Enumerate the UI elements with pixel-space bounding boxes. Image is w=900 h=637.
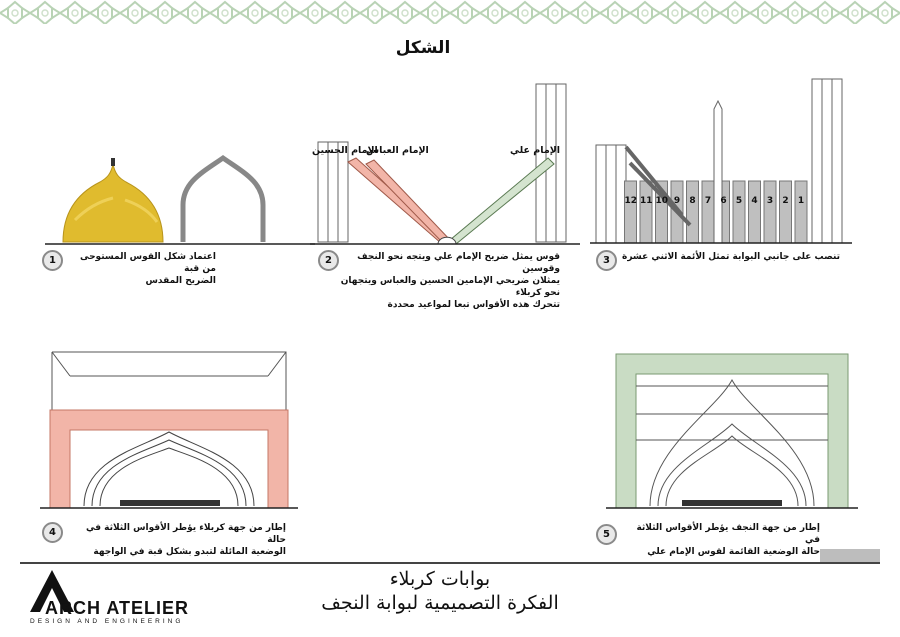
panel-2-caption: قوس يمثل ضريح الإمام علي ويتجه نحو النجف وقوسين يمثلان ضريحي الإمامين الحسين والعباس ويتجهان نحو كربلاء تتحرك هذه الأقواس تبعا لمواعيد محددة (340, 252, 560, 310)
page-title: الشكل (395, 38, 451, 58)
panel-4-karbala-frame (40, 350, 298, 510)
panel-4-caption: إطار من جهة كربلاء يؤطر الأقواس الثلاثة في حالة الوضعية المائلة لتبدو بشكل قبة في الواجهة (86, 523, 286, 557)
green-frame (616, 354, 848, 508)
footer-title-line1: بوابات كربلاء (389, 568, 491, 590)
panel-5-najaf-frame (606, 350, 858, 512)
pointed-arch-outline (183, 158, 263, 242)
imam-bar (749, 181, 761, 243)
panel-3-badge: 3 (596, 250, 617, 271)
imam-bar (795, 181, 807, 243)
imam-bar-number: 10 (655, 196, 669, 206)
logo-name: ARCH ATELIER (45, 598, 189, 618)
label-imam-hussein: الإمام الحسين (312, 145, 378, 156)
imam-bar-number: 8 (689, 196, 696, 206)
imam-bar (702, 181, 714, 243)
imam-bar-number: 4 (751, 196, 758, 206)
imam-bar (733, 181, 745, 243)
panel-1-badge: 1 (42, 250, 63, 271)
footer-title-line2: الفكرة التصميمية لبوابة النجف (321, 592, 559, 614)
panel-3-caption: تنصب على جانبي البوابة تمثل الأئمة الاثني عشرة (622, 252, 840, 262)
panel-3-imams-diagram (590, 75, 860, 247)
panel-5-caption: إطار من جهة النجف يؤطر الأقواس الثلاثة في حالة الوضعية القائمة لقوس الإمام علي (636, 523, 820, 557)
central-needle (714, 101, 722, 243)
imam-bar (780, 181, 792, 243)
panel-1-caption: اعتماد شكل القوس المستوحى من قبة الضريح المقدس (79, 252, 216, 286)
decorative-pattern-border (0, 0, 900, 26)
label-imam-abbas: الإمام العباس (366, 145, 429, 156)
panel-2-badge: 2 (318, 250, 339, 271)
imam-bar (764, 181, 776, 243)
panel-2-arches-diagram (310, 82, 580, 247)
golden-dome-image (63, 158, 163, 242)
imam-bar-number: 9 (673, 196, 681, 206)
imam-bar (640, 181, 652, 243)
logo-tagline: DESIGN AND ENGINEERING (30, 618, 184, 625)
imam-bar-number: 6 (720, 196, 727, 206)
imam-bar-number: 7 (704, 196, 712, 206)
imam-bar-number: 1 (797, 196, 805, 206)
imam-bar-number: 2 (782, 196, 789, 206)
label-imam-ali: الإمام علي (510, 145, 561, 156)
panel-5-badge: 5 (596, 524, 617, 545)
imam-bar-number: 12 (624, 196, 638, 206)
imam-bar-number: 5 (735, 196, 743, 206)
imam-bar (625, 181, 637, 243)
panel-1-dome-diagram (45, 150, 315, 250)
footer-tab (820, 549, 880, 562)
arch-abbas (366, 160, 452, 244)
footer-rule (20, 562, 880, 564)
panel-4-badge: 4 (42, 522, 63, 543)
imam-bar-number: 3 (766, 196, 774, 206)
imam-bar-number: 11 (640, 196, 653, 206)
imam-bar (687, 181, 699, 243)
